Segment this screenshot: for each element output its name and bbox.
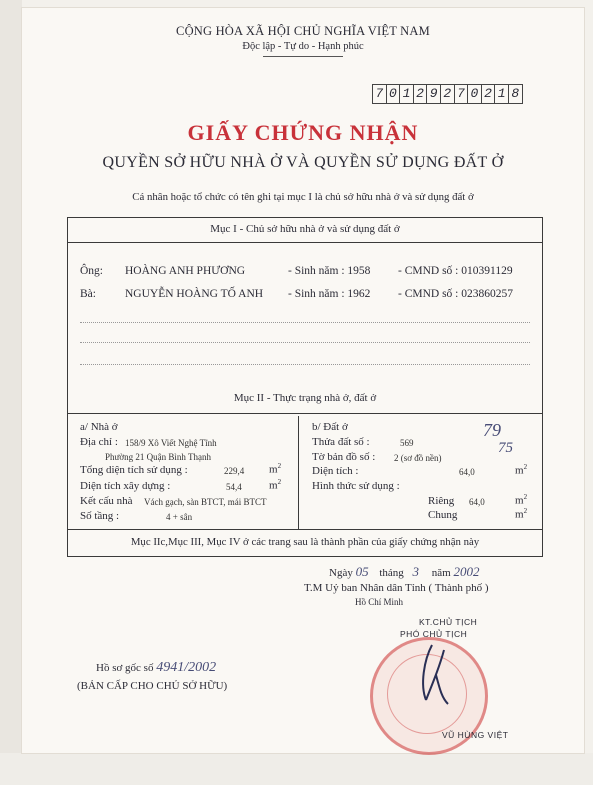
main-table (67, 217, 543, 557)
signer-role1: KT.CHỦ TỊCH (419, 617, 478, 627)
unit-text: m (269, 479, 278, 492)
owner2-id: - CMND số : 023860257 (398, 288, 514, 300)
unit-text: m (515, 494, 524, 507)
certificate-page (22, 8, 584, 753)
address-line2: Phường 21 Quận Bình Thạnh (105, 452, 211, 462)
signer-role2: PHÓ CHỦ TỊCH (400, 629, 468, 639)
unit-m2: $m^2$ (515, 493, 528, 507)
column-divider (298, 416, 299, 529)
national-header: CỘNG HÒA XÃ HỘI CHỦ NGHĨA VIỆT NAM (176, 24, 430, 38)
land-area-label: Diện tích : (312, 465, 359, 477)
blank-line (80, 342, 530, 343)
signing-date (329, 564, 479, 580)
unit-m2: $m^2$ (515, 463, 528, 477)
date-prefix: Ngày (329, 567, 353, 579)
structure-value: Vách gạch, sàn BTCT, mái BTCT (144, 497, 267, 507)
owner1-id: - CMND số : 010391129 (398, 265, 513, 277)
unit-text: m (269, 463, 278, 476)
floors-label: Số tầng : (80, 510, 120, 522)
total-area-label: Tổng diện tích sử dụng : (80, 464, 188, 476)
land-area-value: 64,0 (459, 467, 475, 477)
address-label: Địa chỉ : (80, 436, 118, 448)
plot-label: Thửa đất số : (312, 436, 370, 448)
plot-value: 569 (400, 438, 414, 448)
unit-m2: $m^2$ (515, 507, 528, 521)
shared-label: Chung (428, 509, 458, 521)
date-day: 05 (355, 564, 369, 579)
serial-digit: 2 (414, 85, 428, 103)
serial-digit: 9 (427, 85, 441, 103)
national-motto: Độc lập - Tự do - Hạnh phúc (242, 41, 364, 52)
unit-text: m (515, 508, 524, 521)
owner1-birth: - Sinh năm : 1958 (288, 265, 371, 277)
owner1-name: HOÀNG ANH PHƯƠNG (125, 265, 246, 277)
scan-left-strip (0, 0, 22, 785)
serial-digit: 1 (400, 85, 414, 103)
date-month-label: tháng (379, 567, 404, 579)
scan-bottom-band (0, 753, 593, 785)
map-handwritten: 75 (498, 440, 513, 456)
serial-digit: 7 (373, 85, 387, 103)
serial-digit: 0 (468, 85, 482, 103)
serial-number (372, 84, 523, 104)
file-value: 4941/2002 (156, 660, 217, 675)
serial-digit: 2 (482, 85, 496, 103)
map-value: 2 (sơ đồ nền) (394, 453, 442, 463)
map-label: Tờ bản đồ số : (312, 451, 376, 463)
address-value: 158/9 Xô Viết Nghệ Tĩnh (125, 438, 217, 448)
file-label: Hồ sơ gốc số (96, 662, 154, 674)
usage-label: Hình thức sử dụng : (312, 480, 400, 492)
private-value: 64,0 (469, 497, 485, 507)
divider (68, 529, 542, 530)
land-title: b/ Đất ở (312, 421, 348, 433)
private-label: Riêng (428, 495, 455, 507)
owner1-prefix: Ông: (80, 265, 103, 277)
plot-handwritten: 79 (483, 420, 501, 440)
motto-underline (263, 56, 343, 57)
signature-icon (414, 640, 454, 710)
owner2-name: NGUYỄN HOÀNG TỐ ANH (125, 288, 264, 300)
unit-text: m (515, 464, 524, 477)
authority: T.M Uỷ ban Nhân dân Tỉnh ( Thành phố ) (304, 582, 489, 594)
blank-line (80, 322, 530, 323)
date-year: 2002 (453, 564, 480, 579)
blank-line (80, 364, 530, 365)
structure-label: Kết cấu nhà (80, 495, 133, 507)
section2-heading: Mục II - Thực trạng nhà ở, đất ở (233, 392, 377, 404)
total-area-value: 229,4 (224, 466, 245, 476)
divider (68, 413, 542, 414)
serial-digit: 7 (455, 85, 469, 103)
serial-digit: 8 (511, 86, 520, 101)
signer-name: VŨ HÙNG VIỆT (442, 730, 509, 740)
date-year-label: năm (431, 567, 451, 579)
serial-digit: 1 (495, 85, 509, 103)
file-number (96, 660, 216, 676)
serial-digit: 0 (387, 85, 401, 103)
build-area-label: Diện tích xây dựng : (80, 480, 171, 492)
section1-heading: Mục I - Chủ sở hữu nhà ở và sử dụng đất ở (210, 223, 400, 235)
unit-m2: $m^2$ (269, 478, 282, 492)
city: Hồ Chí Minh (355, 597, 404, 607)
unit-m2: $m^2$ (269, 462, 282, 476)
serial-digit: 2 (441, 85, 455, 103)
floors-value: 4 + sân (166, 512, 193, 522)
owner2-prefix: Bà: (80, 288, 96, 300)
house-title: a/ Nhà ở (80, 421, 118, 433)
divider (68, 242, 542, 243)
owner2-birth: - Sinh năm : 1962 (288, 288, 371, 300)
intro-text: Cá nhân hoặc tổ chức có tên ghi tại mục I là chủ sở hữu nhà ở và sử dụng đất ở (132, 191, 474, 203)
date-month: 3 (412, 564, 420, 579)
continuation-note: Mục IIc,Mục III, Mục IV ở các trang sau là thành phần của giấy chứng nhận này (130, 536, 480, 548)
build-area-value: 54,4 (226, 482, 242, 492)
certificate-subtitle: QUYỀN SỞ HỮU NHÀ Ở VÀ QUYỀN SỬ DỤNG ĐẤT Ở (102, 154, 504, 171)
certificate-title: GIẤY CHỨNG NHẬN (187, 120, 419, 145)
copy-note: (BẢN CẤP CHO CHỦ SỞ HỮU) (77, 680, 228, 692)
